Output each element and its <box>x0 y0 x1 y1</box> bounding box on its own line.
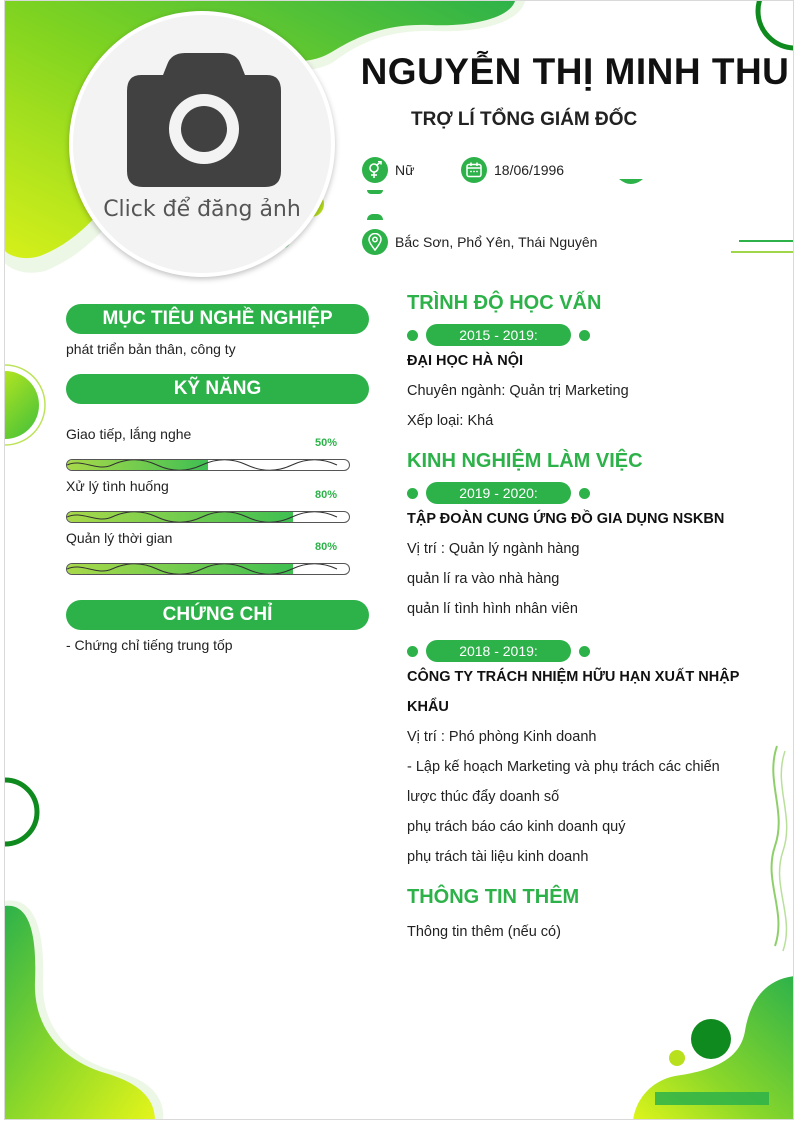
skill-name: Quản lý thời gian <box>66 530 173 546</box>
job-detail: Vị trí : Phó phòng Kinh doanh <box>407 729 597 745</box>
job-date: 2019 - 2020: <box>426 482 571 504</box>
job-detail: phụ trách tài liệu kinh doanh <box>407 849 589 865</box>
job-detail: phụ trách báo cáo kinh doanh quý <box>407 819 626 835</box>
skill-percent: 80% <box>315 489 338 501</box>
job-detail: lược thúc đẩy doanh số <box>407 789 560 805</box>
calendar-icon <box>461 157 487 183</box>
gender-icon <box>362 157 388 183</box>
camera-icon <box>127 53 281 187</box>
timeline-dot <box>407 488 418 499</box>
education-heading: TRÌNH ĐỘ HỌC VẤN <box>407 292 602 314</box>
skill-bar <box>66 563 350 575</box>
skill-name: Giao tiếp, lắng nghe <box>66 426 192 442</box>
job-title: TRỢ LÍ TỔNG GIÁM ĐỐC <box>411 109 638 130</box>
profile-photo-upload[interactable] <box>69 11 335 277</box>
hidden-info-icon <box>362 190 388 220</box>
objective-heading: MỤC TIÊU NGHỀ NGHIỆP <box>66 304 369 334</box>
location-pin-icon <box>362 229 388 255</box>
company-name: CÔNG TY TRÁCH NHIỆM HỮU HẠN XUẤT NHẬP <box>407 669 740 685</box>
company-name: TẬP ĐOÀN CUNG ỨNG ĐỒ GIA DỤNG NSKBN <box>407 511 725 527</box>
objective-text: phát triển bản thân, công ty <box>66 341 236 357</box>
birthdate-value: 18/06/1996 <box>494 162 565 178</box>
skill-name: Xử lý tình huống <box>66 478 169 494</box>
skill-bar <box>66 459 350 471</box>
school-name: ĐẠI HỌC HÀ NỘI <box>407 353 523 369</box>
skill-bar <box>66 511 350 523</box>
cv-page <box>4 0 794 1120</box>
photo-placeholder-label: Click để đăng ảnh <box>103 197 301 222</box>
education-date: 2015 - 2019: <box>426 324 571 346</box>
company-name-cont: KHẨU <box>407 699 449 715</box>
timeline-dot <box>579 330 590 341</box>
job-detail: Vị trí : Quản lý ngành hàng <box>407 541 580 557</box>
job-date: 2018 - 2019: <box>426 640 571 662</box>
extra-info-heading: THÔNG TIN THÊM <box>407 886 580 908</box>
grade: Xếp loại: Khá <box>407 413 494 429</box>
job-detail: quản lí tình hình nhân viên <box>407 601 578 617</box>
skill-percent: 80% <box>315 541 338 553</box>
timeline-dot <box>579 646 590 657</box>
skill-percent: 50% <box>315 437 338 449</box>
certificates-text: - Chứng chỉ tiếng trung tốp <box>66 637 233 653</box>
timeline-dot <box>407 330 418 341</box>
major: Chuyên ngành: Quản trị Marketing <box>407 383 629 399</box>
extra-info-text: Thông tin thêm (nếu có) <box>407 924 561 940</box>
candidate-name: NGUYỄN THỊ MINH THU <box>360 51 790 92</box>
certificates-heading: CHỨNG CHỈ <box>66 600 369 630</box>
timeline-dot <box>579 488 590 499</box>
timeline-dot <box>407 646 418 657</box>
gender-value: Nữ <box>395 162 415 178</box>
job-detail: quản lí ra vào nhà hàng <box>407 571 560 587</box>
experience-heading: KINH NGHIỆM LÀM VIỆC <box>407 450 643 472</box>
address-value: Bắc Sơn, Phổ Yên, Thái Nguyên <box>395 234 598 250</box>
skills-heading: KỸ NĂNG <box>66 374 369 404</box>
job-detail: - Lập kế hoạch Marketing và phụ trách các chiến <box>407 759 720 775</box>
